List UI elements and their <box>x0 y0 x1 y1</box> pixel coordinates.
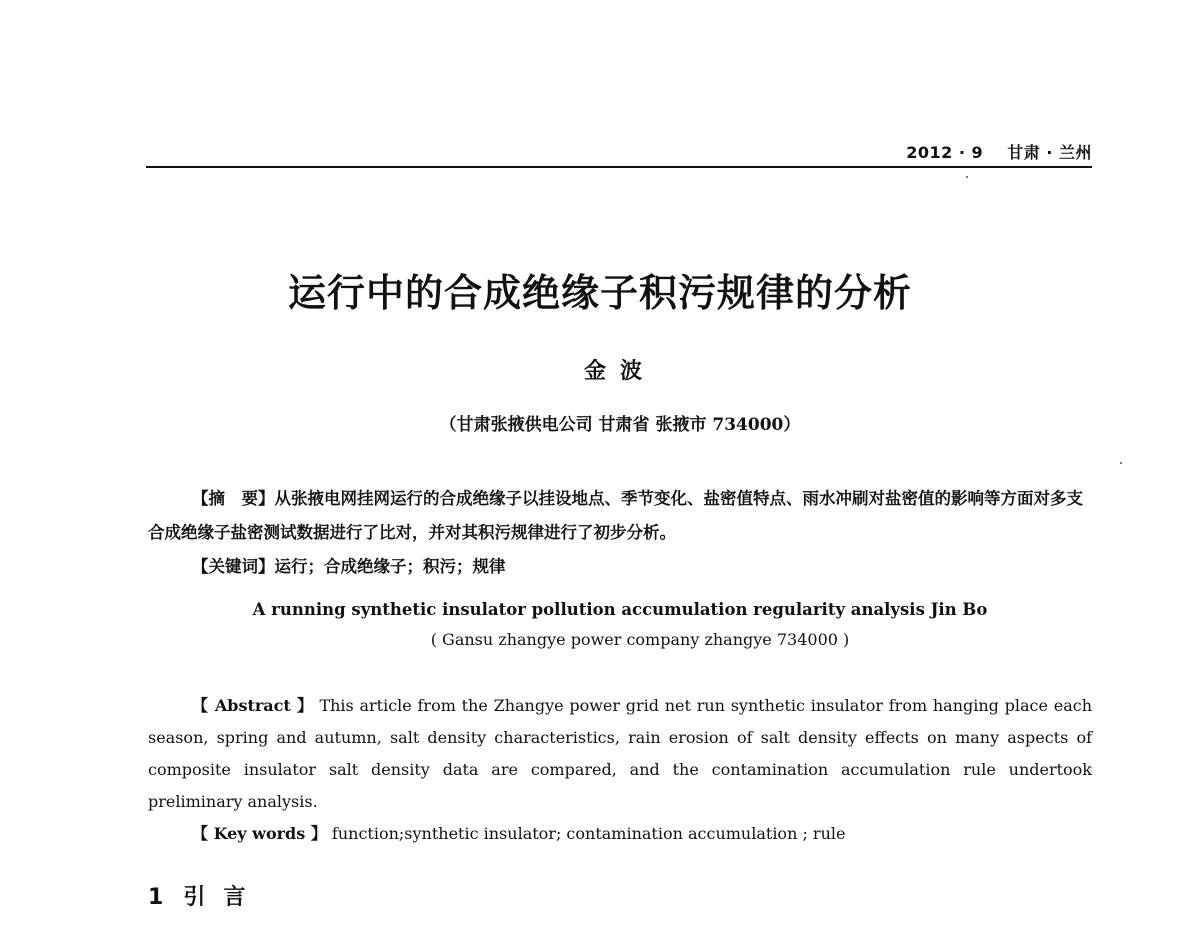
abstract-en-paragraph <box>148 690 1092 818</box>
scan-speck <box>966 176 968 178</box>
author-name: 金波 <box>583 358 656 384</box>
scan-speck <box>1120 462 1122 464</box>
abstract-en <box>148 690 1092 850</box>
header-rule <box>146 166 1092 168</box>
paper-title: 运行中的合成绝缘子积污规律的分析 <box>287 270 912 315</box>
abstract-cn-text: 从张掖电网挂网运行的合成绝缘子以挂设地点、季节变化、盐密值特点、雨水冲刷对盐密值的影响等方面对多支合成绝缘子盐密测试数据进行了比对，并对其积污规律进行了初步分析。 <box>148 489 1083 542</box>
keywords-cn-text: 运行；合成绝缘子；积污；规律 <box>274 557 506 576</box>
section-number: 1 <box>148 885 164 910</box>
author-affiliation-en: ( Gansu zhangye power company zhangye 734000 ) <box>430 630 850 649</box>
keywords-cn <box>148 550 1093 584</box>
keywords-en <box>148 818 1092 850</box>
abstract-cn-paragraph <box>148 482 1093 550</box>
header-meta <box>906 140 1092 163</box>
section-heading <box>148 880 263 911</box>
issue-date: 2012 · 9 <box>906 143 984 162</box>
section-title: 引言 <box>183 885 264 910</box>
abstract-cn <box>148 482 1093 584</box>
issue-location: 甘肃 · 兰州 <box>1007 143 1092 162</box>
keywords-en-label: 【 Key words 】 <box>192 824 327 843</box>
keywords-en-text: function;synthetic insulator; contamination accumulation ; rule <box>326 824 846 843</box>
keywords-cn-label: 【关键词】 <box>192 557 275 576</box>
abstract-en-label: 【 Abstract 】 <box>192 696 314 715</box>
author-affiliation: （甘肃张掖供电公司 甘肃省 张掖市 734000） <box>439 415 801 435</box>
abstract-cn-label: 【摘 要】 <box>192 489 275 508</box>
paper-title-en: A running synthetic insulator pollution accumulation regularity analysis Jin Bo <box>252 600 988 619</box>
abstract-en-text: This article from the Zhangye power grid net run synthetic insulator from hanging place each season, spring and autumn, salt density characteristics, rain erosion of salt density effects on many aspects of composite insulator salt density data are compared, and the contamination accumulation rule undertook preliminary analysis. <box>148 696 1093 811</box>
